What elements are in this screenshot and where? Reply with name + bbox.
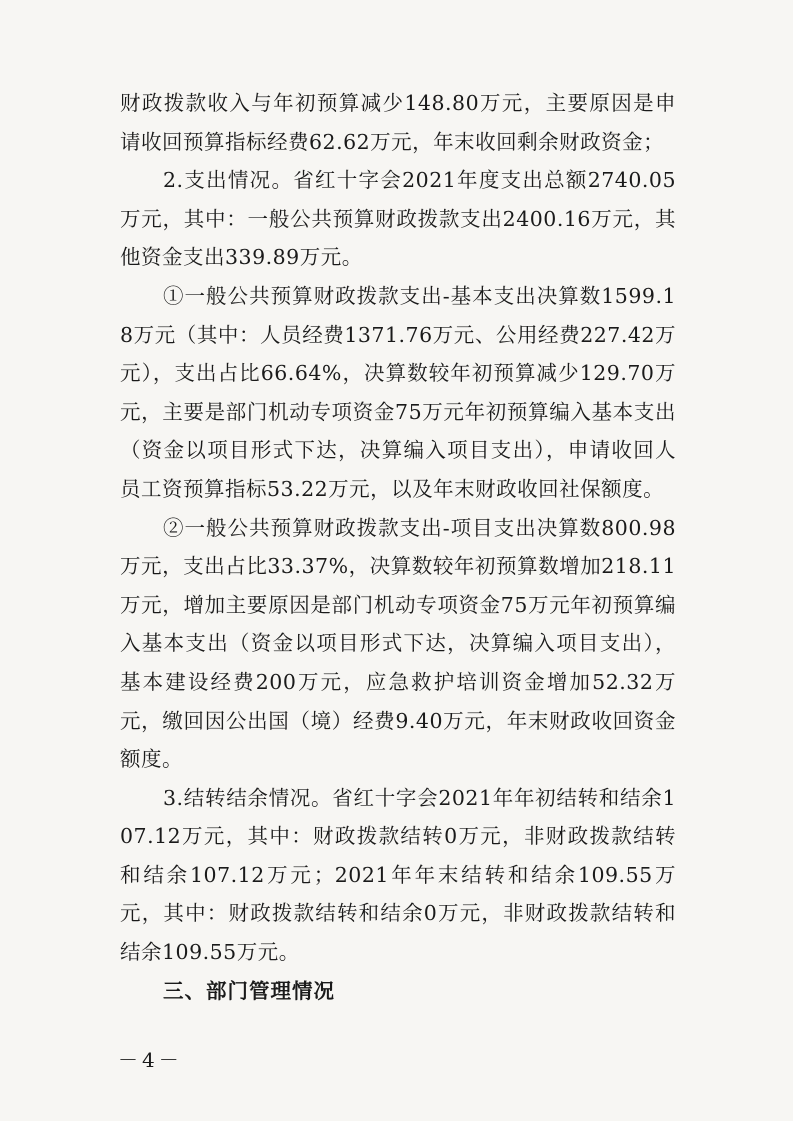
page-number: －4－ <box>118 1048 183 1072</box>
paragraph-revenue-note: 财政拨款收入与年初预算减少148.80万元，主要原因是申请收回预算指标经费62.62万元，年末收回剩余财政资金； <box>120 91 676 154</box>
document-body <box>120 84 676 1010</box>
paragraph-project-expenditure: ②一般公共预算财政拨款支出-项目支出决算数800.98万元，支出占比33.37%，决算数较年初预算数增加218.11万元，增加主要原因是部门机动专项资金75万元年初预算编入基本支出（资金以项目形式下达，决算编入项目支出），基本建设经费200万元，应急救护培训资金增加52.32万元，缴回因公出国（境）经费9.40万元，年末财政收回资金额度。 <box>120 515 676 772</box>
paragraph-expenditure: 2.支出情况。省红十字会2021年度支出总额2740.05万元，其中：一般公共预算财政拨款支出2400.16万元，其他资金支出339.89万元。 <box>120 168 676 270</box>
paragraph-basic-expenditure: ①一般公共预算财政拨款支出-基本支出决算数1599.18万元（其中：人员经费1371.76万元、公用经费227.42万元），支出占比66.64%，决算数较年初预算减少129.70万元，主要是部门机动专项资金75万元年初预算编入基本支出（资金以项目形式下达，决算编入项目支出），申请收回人员工资预算指标53.22万元，以及年末财政收回社保额度。 <box>120 283 676 501</box>
paragraph-carryover-balance: 3.结转结余情况。省红十字会2021年年初结转和结余107.12万元，其中：财政拨款结转0万元，非财政拨款结转和结余107.12万元；2021年年末结转和结余109.55万元，其中：财政拨款结转和结余0万元，非财政拨款结转和结余109.55万元。 <box>120 785 676 965</box>
section-heading: 三、部门管理情况 <box>163 978 335 1003</box>
